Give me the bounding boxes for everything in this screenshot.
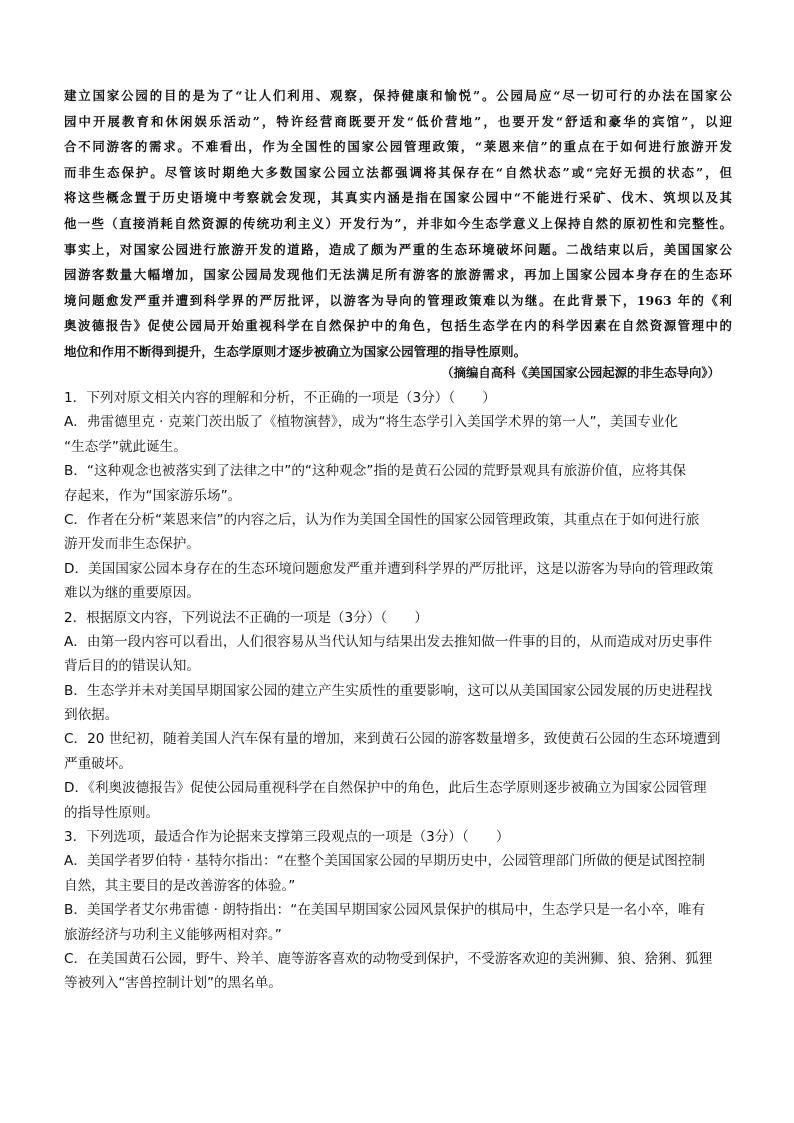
- passage-line: 建立国家公园的目的是为了“让人们利用、观察，保持健康和愉悦”。公园局应“尽一切可行的办法在国家公: [64, 88, 732, 103]
- question-1-option-b: B．“这种观念也被落实到了法律之中”的“这种观念”指的是黄石公园的荒野景观具有旅游价值，应将其保: [64, 463, 687, 480]
- question-3-option-a: A．美国学者罗伯特 · 基特尔指出：“在整个美国国家公园的早期历史中，公园管理部门所做的便是试图控制: [64, 853, 706, 870]
- passage-line: 而非生态保护。尽管该时期绝大多数国家公园立法都强调将其保存在“自然状态”或“完好无损的状态”，但: [64, 164, 732, 180]
- question-1-option-c-cont: 游开发而非生态保护。: [64, 536, 200, 553]
- question-1-stem: 1．下列对原文相关内容的理解和分析，不正确的一项是（3分）（ ）: [64, 390, 496, 406]
- question-3-option-b-cont: 旅游经济与功利主义能够两相对弈。”: [64, 926, 282, 943]
- question-2-option-c: C．20 世纪初，随着美国人汽车保有量的增加，来到黄石公园的游客数量增多，致使黄石公园的生态环境遭到: [64, 731, 721, 748]
- question-2-option-d-cont: 的指导性原则。: [64, 804, 160, 821]
- question-3-option-b: B．美国学者艾尔弗雷德 · 朗特指出：“在美国早期国家公园风景保护的棋局中，生态学只是一名小卒，唯有: [64, 902, 706, 919]
- passage-line: 事实上，对国家公园进行旅游开发的道路，造成了颇为严重的生态环境破坏问题。二战结束以后，美国国家公: [64, 241, 732, 257]
- passage-source-citation: （摘编自高科《美国国家公园起源的非生态导向》）: [441, 365, 720, 380]
- passage-line: 地位和作用不断得到提升，生态学原则才逐步被确立为国家公园管理的指导性原则。: [64, 343, 527, 359]
- question-1-option-a: A．弗雷德里克 · 克莱门茨出版了《植物演替》，成为“将生态学引入美国学术界的第一人”，美国专业化: [64, 414, 679, 431]
- question-3-option-c-cont: 等被列入“害兽控制计划”的黑名单。: [64, 975, 282, 992]
- question-2-option-c-cont: 严重破坏。: [64, 755, 132, 772]
- question-2-stem: 2．根据原文内容，下列说法不正确的一项是（3分）（ ）: [64, 609, 428, 626]
- question-1-option-d-cont: 难以为继的重要原因。: [64, 585, 200, 602]
- question-section: [64, 386, 734, 996]
- question-2-option-b: B．生态学并未对美国早期国家公园的建立产生实质性的重要影响，这可以从美国国家公园发展的历史进程找: [64, 682, 713, 699]
- passage-line: 将这些概念置于历史语境中考察就会发现，其真实内涵是指在国家公园中“不能进行采矿、伐木、筑坝以及其: [64, 190, 732, 206]
- question-3-option-a-cont: 自然，其主要目的是改善游客的体验。”: [64, 877, 296, 894]
- question-3-stem: 3．下列选项，最适合作为论据来支撑第三段观点的一项是（3分）（ ）: [64, 829, 510, 846]
- question-1-option-d: D．美国国家公园本身存在的生态环境问题愈发严重并遭到科学界的严厉批评，这是以游客为导向的管理政策: [64, 560, 714, 577]
- passage-line: 合不同游客的需求。不难看出，作为全国性的国家公园管理政策，“莱恩来信”的重点在于如何进行旅游开发: [64, 139, 732, 155]
- question-1-option-b-cont: 存起来，作为“国家游乐场”。: [64, 487, 242, 504]
- question-3-option-c: C．在美国黄石公园，野牛、羚羊、鹿等游客喜欢的动物受到保护，不受游客欢迎的美洲狮、狼、猞猁、狐狸: [64, 950, 713, 967]
- reading-passage: [64, 83, 732, 365]
- question-2-option-a: A．由第一段内容可以看出，人们很容易从当代认知与结果出发去推知做一件事的目的，从而造成对历史事件: [64, 633, 713, 650]
- question-2-option-d: D．《利奥波德报告》促使公园局重视科学在自然保护中的角色，此后生态学原则逐步被确立为国家公园管理: [64, 780, 707, 797]
- passage-line: 园中开展教育和休闲娱乐活动”，特许经营商既要开发“低价营地”，也要开发“舒适和豪华的宾馆”，以迎: [64, 113, 732, 129]
- question-1-option-c: C．作者在分析“莱恩来信”的内容之后，认为作为美国全国性的国家公园管理政策，其重点在于如何进行旅: [64, 511, 700, 528]
- question-1-option-a-cont: “生态学”就此诞生。: [64, 438, 187, 455]
- passage-line: 他一些（直接消耗自然资源的传统功利主义）开发行为”，并非如今生态学意义上保持自然的原初性和完整性。: [64, 215, 732, 231]
- question-2-option-a-cont: 背后目的的错误认知。: [64, 658, 200, 675]
- passage-line: 境问题愈发严重并遭到科学界的严厉批评，以游客为导向的管理政策难以为继。在此背景下，1963 年的《利: [64, 292, 732, 308]
- passage-line: 奥波德报告》促使公园局开始重视科学在自然保护中的角色，包括生态学在内的科学因素在自然资源管理中的: [64, 318, 732, 334]
- passage-line: 园游客数量大幅增加，国家公园局发现他们无法满足所有游客的旅游需求，再加上国家公园本身存在的生态环: [64, 267, 732, 283]
- question-2-option-b-cont: 到依据。: [64, 707, 119, 724]
